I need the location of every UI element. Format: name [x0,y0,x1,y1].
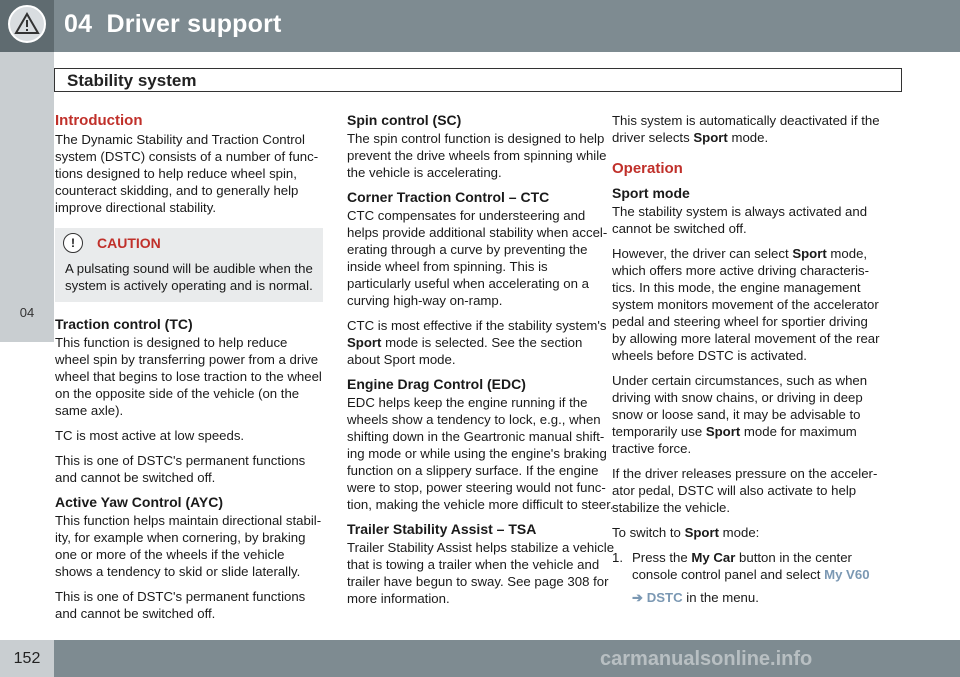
deactivation-text: This system is automatically deactivated if the driver selects Sport mode. [612,113,880,145]
ayc-text-2: This is one of DSTC's permanent functions and cannot be switched off. [55,589,306,621]
tc-text-2: TC is most active at low speeds. [55,428,245,443]
tsa-heading: Trailer Stability Assist – TSA [347,521,537,537]
sport-mode-heading: Sport mode [612,185,690,201]
sport-text-4: If the driver releases pressure on the acceler-ator pedal, DSTC will also activate to help stabilize the vehicle. [612,466,878,515]
step-number: 1. [612,550,623,565]
column-2 [347,112,615,615]
caution-text: A pulsating sound will be audible when the system is actively operating and is normal. [65,261,313,293]
warning-triangle-icon [8,5,46,43]
side-tab [0,52,54,342]
tc-text-1: This function is designed to help reduce wheel spin by transferring power from a drive wheel that begins to lose traction to the wheel on the opposite side of the vehicle (on the same axle). [55,335,322,418]
header-spacer [92,10,106,38]
page-number: 152 [13,650,41,667]
tsa-text: Trailer Stability Assist helps stabilize a vehicle that is towing a trailer when the vehicle and trailer have begun to sway. See page 308 for more information. [347,540,615,606]
dstc-menu-item: DSTC [646,590,683,605]
caution-box [55,228,323,302]
ayc-text-1: This function helps maintain directional stabil-ity, for example when cornering, by braking one or more of the wheels if the vehicle shows a tendency to skid or slide laterally. [55,513,322,579]
edc-text: EDC helps keep the engine running if the wheels show a tendency to lock, e.g., when shifting down in the Geartronic manual shift-ing mode or while using the engine's braking function on a slippery surface. If the engine were to stop, power steering would not func-tion, making the vehicle more difficult to steer. [347,395,614,512]
caution-title: CAUTION [97,234,161,251]
watermark: carmanualsonline.info [600,648,813,670]
sport-text-3: Under certain circumstances, such as when driving with snow chains, or driving in deep snow or loose sand, it may be advisable to temporarily use Sport mode for maximum tractive force. [612,373,868,456]
exclamation-icon: ! [63,233,83,253]
operation-heading: Operation [612,160,683,177]
section-header [54,68,902,92]
footer-bar [0,640,960,677]
side-tab-number: 04 [19,305,35,320]
header-icon-panel [0,0,54,52]
sport-text-1: The stability system is always activated and cannot be switched off. [612,204,868,236]
tc-text-3: This is one of DSTC's permanent functions and cannot be switched off. [55,453,306,485]
edc-heading: Engine Drag Control (EDC) [347,376,526,392]
ayc-heading: Active Yaw Control (AYC) [55,494,224,510]
ctc-text-2: CTC is most effective if the stability system's Sport mode is selected. See the section about Sport mode. [347,318,607,367]
sport-text-2: However, the driver can select Sport mode, which offers more active driving characteris-tics. In this mode, the engine management system monitors movement of the accelerator pedal and steering wheel for sportier driving by allowing more lateral movement of the rear wheels before DSTC is activated. [612,246,880,363]
introduction-heading: Introduction [55,112,143,129]
introduction-text: The Dynamic Stability and Traction Control system (DSTC) consists of a number of func-tions designed to help reduce wheel spin, counteract skidding, and to generally help improve directional stability. [55,132,319,215]
column-3 [612,112,880,606]
step-1 [612,549,880,583]
ctc-text-1: CTC compensates for understeering and helps provide additional stability when accel-erating through a curve by preventing the inside wheel from spinning. This is particularly useful when accelerating on a curving high-way on-ramp. [347,208,608,308]
menu-path: ➔ DSTC in the menu. [632,590,759,605]
section-title: Stability system [67,71,197,90]
tc-heading: Traction control (TC) [55,316,193,332]
step-text: Press the My Car button in the center console control panel and select My V60 [632,550,870,582]
sport-text-5: To switch to Sport mode: [612,525,760,540]
chapter-title: 04 Driver support [64,10,282,38]
ctc-heading: Corner Traction Control – CTC [347,189,550,205]
arrow-icon: ➔ [632,590,644,605]
column-1 [55,112,323,630]
sc-heading: Spin control (SC) [347,112,462,128]
sc-text: The spin control function is designed to help prevent the drive wheels from spinning while the vehicle is accelerating. [347,131,607,180]
